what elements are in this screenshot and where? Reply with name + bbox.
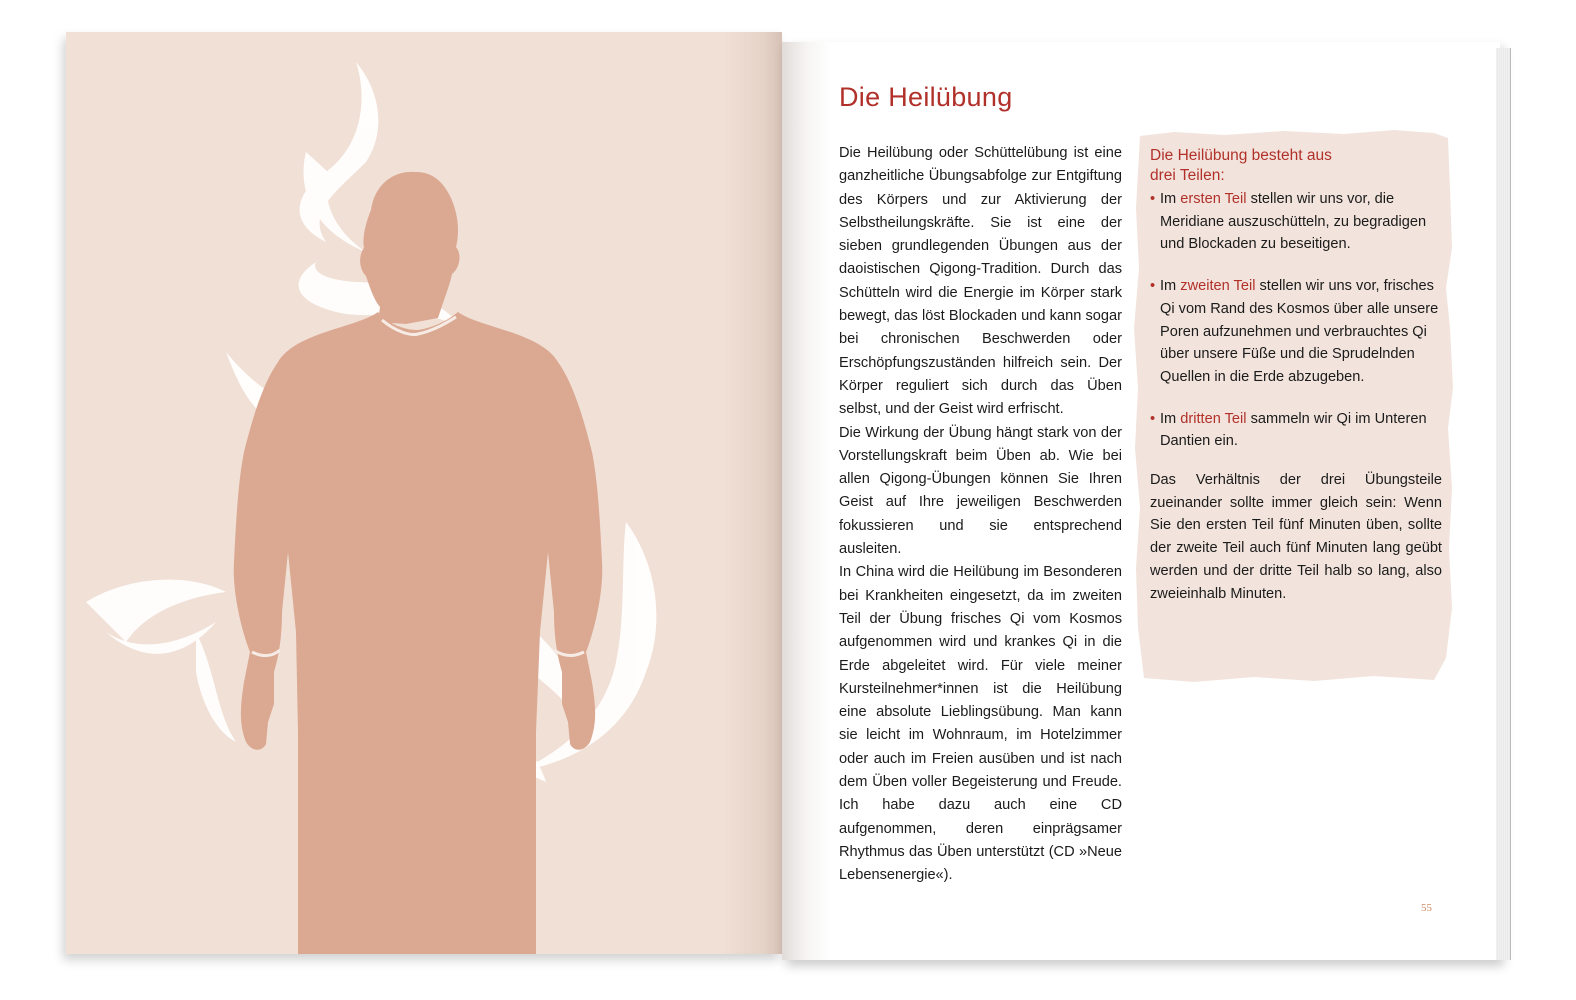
bullet-dot: •: [1150, 410, 1156, 427]
bullet-dot: •: [1150, 278, 1156, 295]
bullet-item-second-part: • Im zweiten Teil stellen wir uns vor, frisches Qi vom Rand des Kosmos über alle unsere Poren aufzunehmen und verbrauchtes Qi über unsere Füße und die Sprudelnden Quellen in die Erde abzugeben.: [1150, 275, 1442, 389]
sidebar-content: [1150, 146, 1442, 620]
highlight-second-part: zweiten Teil: [1180, 278, 1256, 295]
main-paragraph-2: Die Wirkung der Übung hängt stark von der Vorstellungskraft beim Üben ab. Wie bei allen Qigong-Übungen können Sie Ihren Geist auf Ihre jeweiligen Beschwerden fokussieren und sie entsprechend ausleiten.: [839, 424, 1122, 558]
bullet-item-first-part: • Im ersten Teil stellen wir uns vor, die Meridiane auszuschütteln, zu begradigen und Blockaden zu beseitigen.: [1150, 188, 1442, 256]
bullet-item-third-part: • Im dritten Teil sammeln wir Qi im Unteren Dantien ein.: [1150, 408, 1442, 453]
right-gutter-shadow: [782, 42, 832, 960]
highlight-first-part: ersten Teil: [1180, 191, 1247, 207]
page-edges: [1496, 48, 1511, 960]
bullet-dot: •: [1150, 191, 1156, 207]
person-silhouette-illustration: [66, 32, 782, 954]
main-text-column: [839, 142, 1122, 888]
main-paragraph-1: Die Heilübung oder Schüttelübung ist eine ganzheitliche Übungsabfolge zur Entgiftung des Körpers und zur Aktivierung der Selbstheilungskräfte. Sie ist eine der sieben grundlegenden Übungen aus der daoistischen Qigong-Tradition. Durch das Schütteln wird die Energie im Körper stark bewegt, das löst Blockaden und kann sogar bei chronischen Beschwerden oder Erschöpfungszuständen hilfreich sein. Der Körper reguliert sich durch das Üben selbst, und der Geist wird erfrischt.: [839, 145, 1122, 418]
sidebar-heading: Die Heilübung besteht aus drei Teilen:: [1150, 147, 1332, 184]
main-paragraph-3: In China wird die Heilübung im Besonderen bei Krankheiten eingesetzt, da im zweiten Teil der Übung frisches Qi vom Kosmos aufgenommen wird und krankes Qi in die Erde abgeleitet wird. Für viele meiner Kursteilnehmer*innen ist die Heilübung eine absolute Lieblingsübung. Man kann sie leicht im Wohnraum, im Hotelzimmer oder auch im Freien ausüben und ist nach dem Üben voller Begeisterung und Freude. Ich habe dazu auch eine CD aufgenommen, deren einprägsamer Rhythmus das Üben unterstützt (CD »Neue Lebensenergie«).: [839, 564, 1122, 884]
info-sidebar: [1134, 128, 1454, 684]
page-number: 55: [1421, 902, 1432, 914]
page-title: Die Heilübung: [839, 82, 1013, 112]
left-gutter-shadow: [722, 32, 782, 954]
sidebar-closing-paragraph: Das Verhältnis der drei Übungsteile zueinander sollte immer gleich sein: Wenn Sie den ersten Teil fünf Minuten üben, sollte der zweite Teil auch fünf Minuten lang geübt werden und der dritte Teil halb so lang, also zweieinhalb Minuten.: [1150, 472, 1442, 602]
highlight-third-part: dritten Teil: [1180, 410, 1247, 427]
silhouette-figure: [234, 172, 603, 954]
right-page: [782, 42, 1500, 960]
left-page: [66, 32, 782, 954]
